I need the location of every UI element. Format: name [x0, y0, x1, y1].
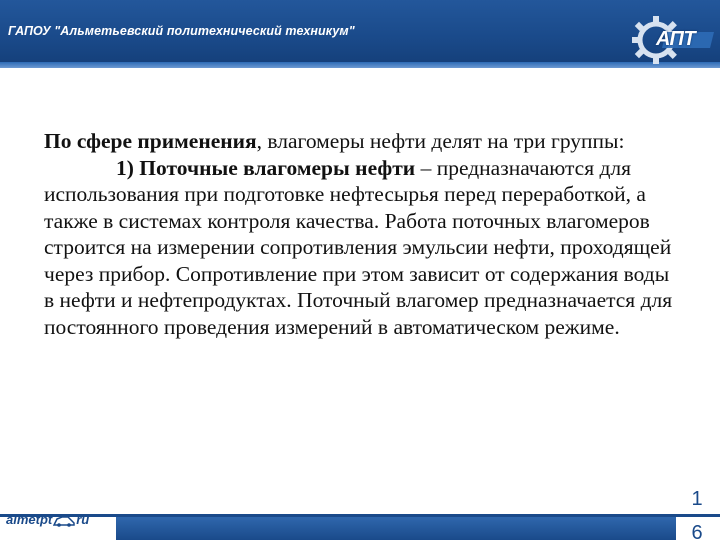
flow-meters-heading: 1) Поточные влагомеры нефти [116, 155, 416, 180]
paragraph-intro [44, 128, 684, 155]
page-number: 16 [691, 488, 703, 544]
paragraph-flow-meters [44, 155, 684, 341]
header-bar [0, 0, 720, 68]
footer-site-right: ru [76, 512, 90, 527]
footer-bar [116, 517, 676, 540]
header-title: ГАПОУ "Альметьевский политехнический техникум" [8, 24, 355, 38]
flow-meters-text: – предназначаются для использования при подготовке нефтесырья перед переработкой, а также в системах контроля качества. Работа поточных влагомеров строится на измерении сопротивления эмульсии нефти, проходящей через прибор. Сопротивление при этом зависит от содержания воды в нефти и нефтепродуктах. Поточный влагомер предназначается для постоянного проведения измерений в автоматическом режиме. [44, 155, 673, 339]
main-text [44, 128, 684, 340]
footer-site-left: almetpt [6, 512, 53, 527]
footer-site-logo [6, 512, 89, 527]
car-icon [53, 515, 75, 527]
intro-bold-phrase: По сфере применения [44, 129, 257, 153]
intro-text: , влагомеры нефти делят на три группы: [256, 129, 625, 153]
logo-text: АПТ [656, 28, 696, 50]
